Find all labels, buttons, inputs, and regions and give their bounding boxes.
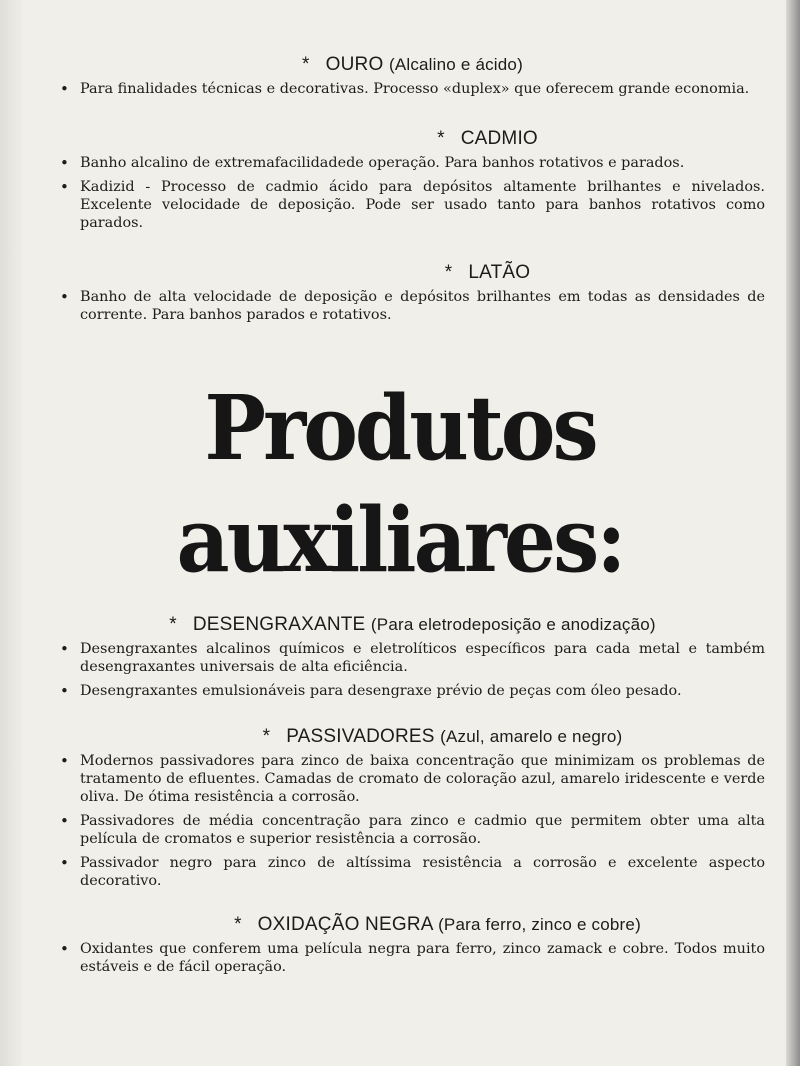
section-ouro [60,54,765,98]
section-heading [60,726,765,748]
heading-sub: (Para eletrodeposição e anodização) [370,615,656,634]
bullet-icon: • [60,752,69,770]
bullet-icon: • [60,80,69,98]
bullet-icon: • [60,854,69,872]
list-item: • Para finalidades técnicas e decorativas. Processo «duplex» que oferecem grande economia. [60,80,750,98]
list-item: • Passivadores de média concentração para zinco e cadmio que permitem obter uma alta película de cromatos e superior resistência a corrosão. [60,812,765,847]
list-item: • Oxidantes que conferem uma película negra para ferro, zinco zamack e cobre. Todos muito estáveis e de fácil operação. [60,940,765,975]
section-desengraxante [60,614,765,700]
star-marker: * [262,726,271,747]
bullet-icon: • [60,940,69,958]
bottom-content [60,614,765,982]
list-item: • Modernos passivadores para zinco de baixa concentração que minimizam os problemas de tratamento de efluentes. Camadas de cromato de coloração azul, amarelo iridescente e verde oliva. De ótima resistência a corrosão. [60,752,765,805]
list-item: • Kadizid - Processo de cadmio ácido para depósitos altamente brilhantes e nivelados. Excelente velocidade de deposição. Pode ser usado tanto para banhos rotativos como parados. [60,178,765,231]
bullet-icon: • [60,640,69,658]
star-marker: * [234,914,242,935]
heading-text: LATÃO [468,262,531,283]
section-oxidacao-negra [60,914,765,976]
section-passivadores [60,726,765,890]
section-heading [60,128,765,150]
section-cadmio [60,128,765,232]
list-item: • Desengraxantes emulsionáveis para desengraxe prévio de peças com óleo pesado. [60,682,682,700]
list-item: • Banho de alta velocidade de deposição e depósitos brilhantes em todas as densidades de corrente. Para banhos parados e rotativos. [60,288,765,323]
heading-sub: (Para ferro, zinco e cobre) [438,915,641,934]
star-marker: * [302,54,310,75]
section-heading [60,54,765,76]
heading-sub: (Azul, amarelo e negro) [440,727,623,746]
heading-text: PASSIVADORES [286,726,435,747]
star-marker: * [444,262,453,283]
heading-sub: (Alcalino e ácido) [388,55,523,74]
section-heading [60,614,765,636]
heading-text: OURO [325,54,384,75]
bullet-icon: • [60,178,69,196]
bullet-icon: • [60,812,69,830]
page-title-line-2: auxiliares: [176,489,624,593]
top-content [60,54,765,330]
section-heading [60,914,765,936]
heading-text: CADMIO [460,128,538,149]
heading-text: OXIDAÇÃO NEGRA [257,914,433,935]
list-item: • Banho alcalino de extremafacilidadede operação. Para banhos rotativos e parados. [60,154,685,172]
list-item: • Desengraxantes alcalinos químicos e eletrolíticos específicos para cada metal e também desengraxantes universais de alta eficiência. [60,640,765,675]
bullet-icon: • [60,682,69,700]
bullet-icon: • [60,288,69,306]
bullet-icon: • [60,154,69,172]
heading-text: DESENGRAXANTE [192,614,366,635]
list-item: • Passivador negro para zinco de altíssima resistência a corrosão e excelente aspecto decorativo. [60,854,765,889]
page-title-line-1: Produtos [204,377,596,481]
section-latao [60,262,765,324]
section-heading [60,262,765,284]
star-marker: * [437,128,445,149]
star-marker: * [169,614,177,635]
